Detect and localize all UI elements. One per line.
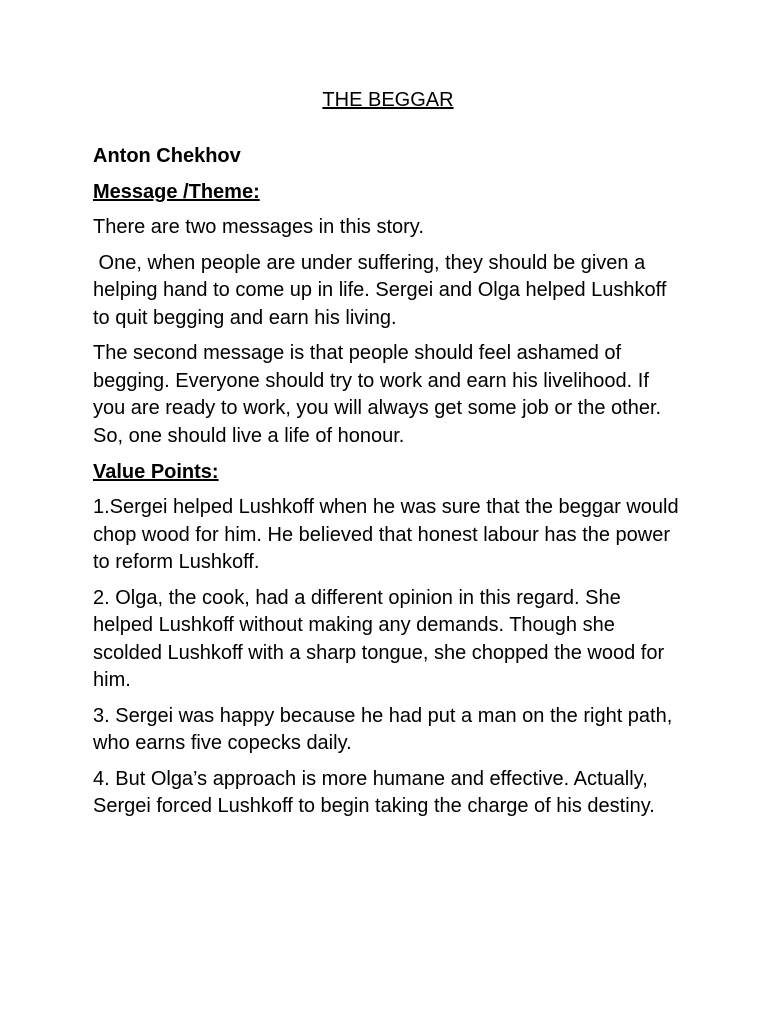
theme-heading: Message /Theme: — [93, 181, 260, 203]
value-point-4: 4. But Olga’s approach is more humane and effective. Actually, Sergei forced Lushkoff to begin taking the charge of his destiny. — [93, 767, 655, 817]
author-name: Anton Chekhov — [93, 145, 241, 167]
theme-paragraph-3: The second message is that people should feel ashamed of begging. Everyone should try to work and earn his livelihood. If you are ready to work, you will always get some job or the other. So, one should live a life of honour. — [93, 342, 662, 447]
theme-paragraph-1: There are two messages in this story. — [93, 216, 424, 238]
value-point-2: 2. Olga, the cook, had a different opinion in this regard. She helped Lushkoff without making any demands. Though she scolded Lushkoff with a sharp tongue, she chopped the wood for him. — [93, 586, 665, 691]
value-point-3: 3. Sergei was happy because he had put a man on the right path, who earns five copecks daily. — [93, 704, 673, 754]
value-points-heading: Value Points: — [93, 461, 219, 483]
document-title: THE BEGGAR — [322, 89, 454, 111]
document-page — [93, 86, 683, 829]
theme-paragraph-2: One, when people are under suffering, they should be given a helping hand to come up in life. Sergei and Olga helped Lushkoff to quit begging and earn his living. — [93, 251, 667, 329]
value-point-1: 1.Sergei helped Lushkoff when he was sure that the beggar would chop wood for him. He believed that honest labour has the power to reform Lushkoff. — [93, 496, 679, 573]
